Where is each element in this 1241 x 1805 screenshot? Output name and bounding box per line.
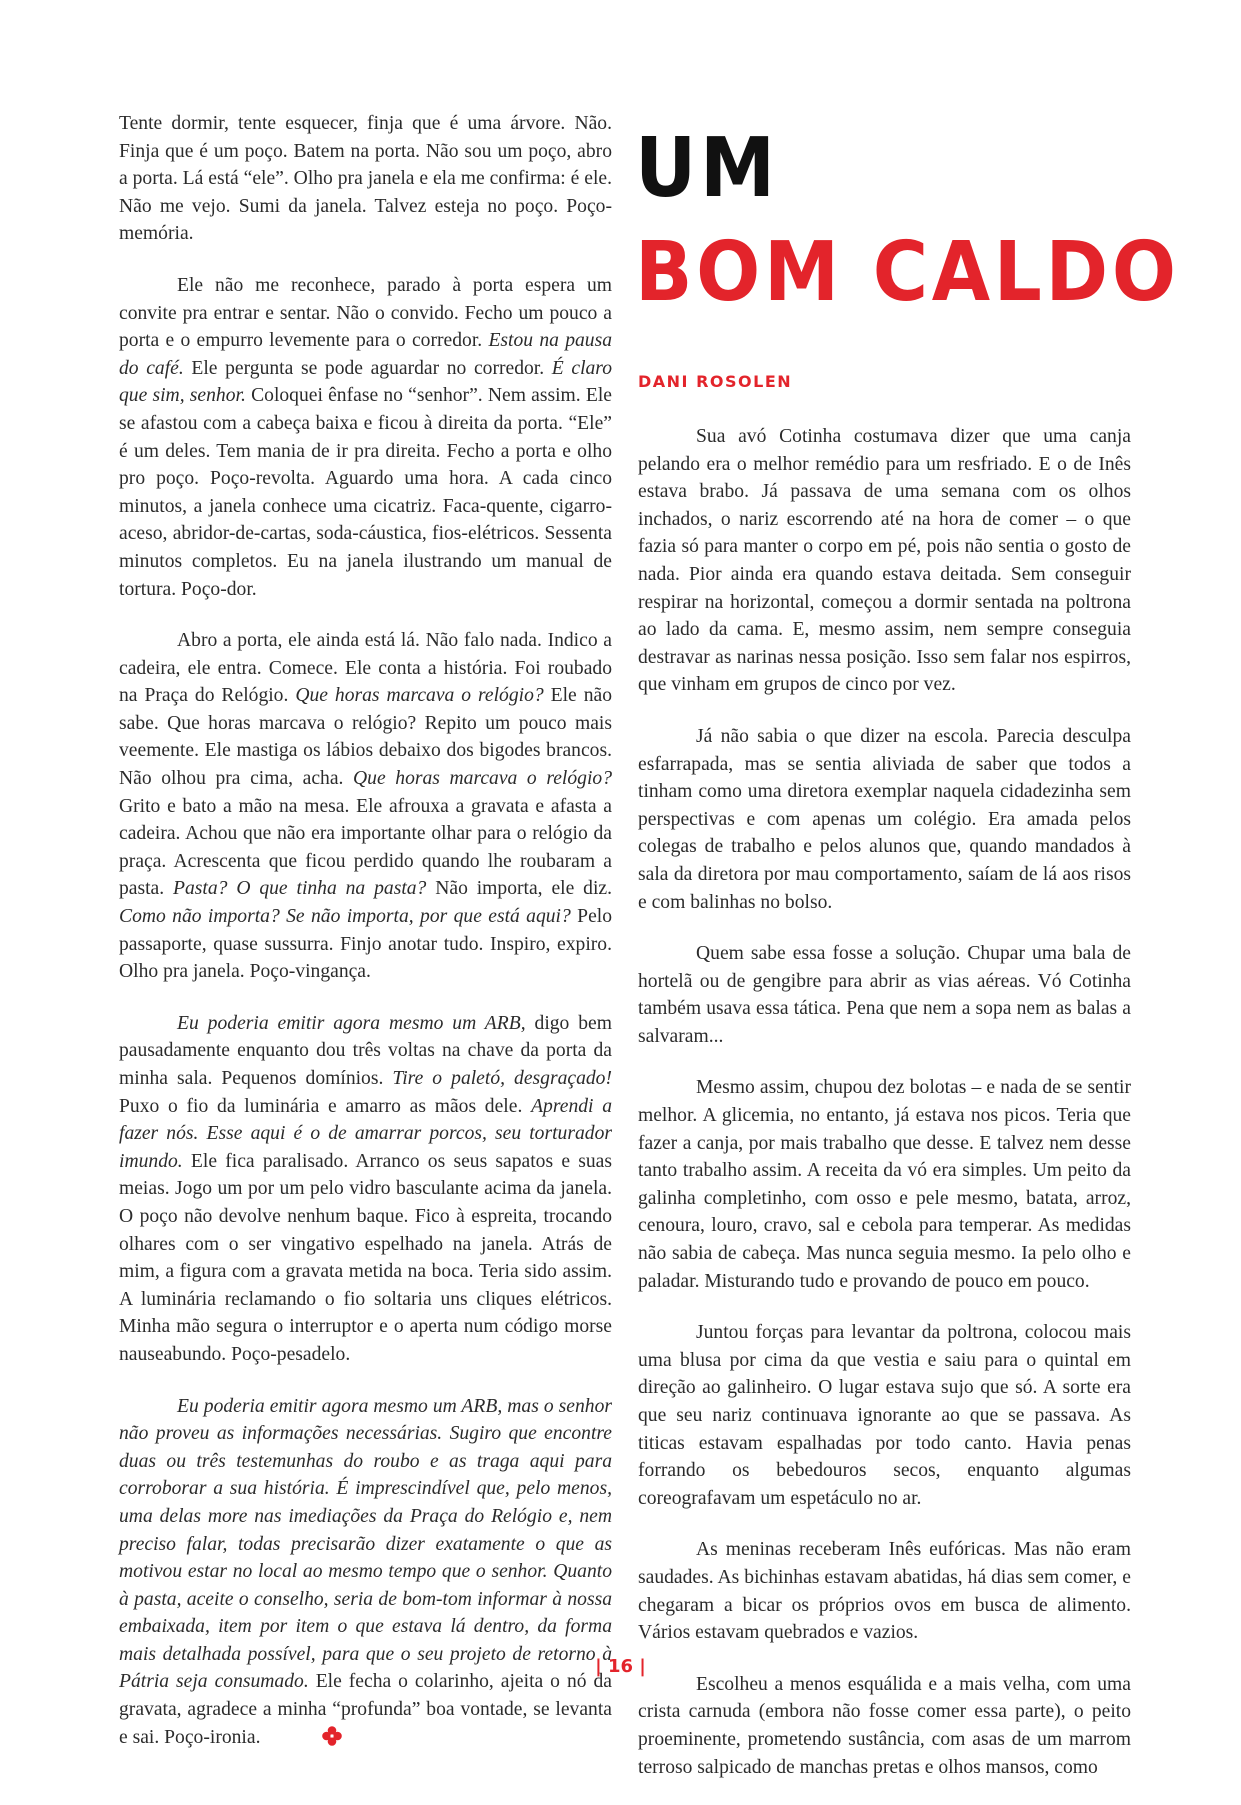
paragraph [119,1393,612,1755]
paragraph [638,1074,1131,1295]
paragraph [638,1319,1131,1512]
right-column [638,423,1131,1805]
text-segment: Escolheu a menos esquálida e a mais velha, com uma crista carnuda (embora não fosse comer essa parte), o peito proeminente, prometendo sustância, com asas de um marrom terroso salpicado de manchas pretas e olhos mansos, como [638,1673,1131,1778]
paragraph [638,940,1131,1050]
text-segment: Puxo o fio da luminária e amarro as mãos dele. [119,1095,532,1117]
italic-text: Que horas marcava o relógio? [295,685,544,707]
text-segment: Juntou forças para levantar da poltrona, colocou mais uma blusa por cima da que vestia e saiu para o quintal em direção ao galinheiro. O lugar estava sujo que só. A sorte era que seu nariz continuava ignorante ao que se passava. As titicas estavam espalhadas por todo canto. Havia penas forrando os bebedouros secos, enquanto algumas coreografavam um espetáculo no ar. [638,1322,1131,1509]
paragraph [119,110,612,248]
text-segment: Não importa, ele diz. [426,878,612,900]
paragraph [119,627,612,986]
text-segment: Quem sabe essa fosse a solução. Chupar uma bala de hortelã ou de gengibre para abrir as vias aéreas. Vó Cotinha também usava essa tática. Pena que nem a sopa nem as balas a salvaram... [638,943,1131,1047]
text-segment: digo bem pausadamente enquanto dou três voltas na chave da porta da minha sala. Pequenos domínios. [119,1012,612,1089]
paragraph [638,423,1131,699]
text-segment: Ele não me reconhece, parado à porta espera um convite pra entrar e sentar. Não o convido. Fecho um pouco a porta e o empurro levemente para o corredor. [119,274,612,352]
italic-text: É claro que sim, senhor. [119,357,613,407]
title-line-2: BOM CALDO [635,225,1180,320]
paragraph [119,1010,612,1369]
italic-text: Eu poderia emitir agora mesmo um ARB, mas o senhor não proveu as informações necessárias. Sugiro que encontre duas ou três testemunhas do roubo e as traga aqui para corroborar a sua história. É imprescindível que, pelo menos, uma delas more nas imediações da Praça do Relógio e, nem preciso falar, todas precisarão dizer exatamente o que as motivou estar no local ao mesmo tempo que o senhor. Quanto à pasta, aceite o conselho, seria de bom-tom informar à nossa embaixada, item por item o que estava lá dentro, da forma mais detalhada possível, para que o seu projeto de retorno à Pátria seja consumado. [119,1395,612,1693]
title-line-1: UM [635,121,779,216]
italic-text: Tire o paletó, desgraçado! [392,1068,612,1089]
text-segment: Grito e bato a mão na mesa. Ele afrouxa a gravata e afasta a cadeira. Achou que não era importante olhar para o relógio da praça. Acrescenta que ficou perdido quando lhe roubaram a pasta. [119,795,612,900]
flower-icon [264,1726,342,1755]
italic-text: Pasta? O que tinha na pasta? [173,878,427,900]
italic-text: Eu poderia emitir agora mesmo um ARB, [177,1012,526,1034]
paragraph [119,272,612,603]
text-segment: Mesmo assim, chupou dez bolotas – e nada de se sentir melhor. A glicemia, no entanto, já estava nos picos. Teria que fazer a canja, por mais trabalho que desse. E talvez nem desse tanto trabalho assim. A receita da vó era simples. Um peito da galinha completinho, com osso e pele mesmo, batata, arroz, cenoura, louro, cravo, sal e cebola para temperar. As medidas não sabia de cabeça. Mas nunca seguia mesmo. Ia pelo olho e paladar. Misturando tudo e provando de pouco em pouco. [638,1077,1131,1292]
text-segment: Coloquei ênfase no “senhor”. Nem assim. Ele se afastou com a cabeça baixa e ficou à direita da porta. “Ele” é um deles. Tem mania de ir pra direita. Fecho a porta e olho pro poço. Poço-revolta. Aguardo uma hora. A cada cinco minutos, a janela conhece uma cicatriz. Faca-quente, cigarro-aceso, abridor-de-cartas, soda-cáustica, fios-elétricos. Sessenta minutos completos. Eu na janela ilustrando um manual de tortura. Poço-dor. [119,385,612,600]
text-segment: Ele não sabe. Que horas marcava o relógio? Repito um pouco mais veemente. Ele mastiga os lábios debaixo dos bigodes brancos. Não olhou pra cima, acha. [119,685,612,790]
text-segment: Já não sabia o que dizer na escola. Parecia desculpa esfarrapada, mas se sentia aliviada de saber que todos a tinham como uma diretora exemplar naquela cidadezinha sem perspectivas e com apenas um colégio. Era amada pelos colegas de trabalho e pelos alunos que, quando mandados à sala da diretora por mau comportamento, saíam de lá aos risos e com balinhas no bolso. [638,725,1131,913]
text-segment: Sua avó Cotinha costumava dizer que uma canja pelando era o melhor remédio para um resfriado. E o de Inês estava brabo. Já passava de uma semana com os olhos inchados, o nariz escorrendo até na hora de comer – o que fazia só para manter o corpo em pé, pois não sentia o gosto de nada. Pior ainda era quando estava deitada. Sem conseguir respirar na horizontal, começou a dormir sentada na poltrona ao lado da cama. E, mesmo assim, nem sempre conseguia destravar as narinas nessa posição. Isso sem falar nos espirros, que vinham em grupos de cinco por vez. [638,426,1131,696]
italic-text: Que horas marcava o relógio? [353,768,612,790]
italic-text: Como não importa? Se não importa, por que está aqui? [119,906,571,928]
italic-text: Estou na pausa do café. [119,330,613,379]
text-segment: Ele fica paralisado. Arranco os seus sapatos e suas meias. Jogo um por um pelo vidro basculante acima da janela. O poço não devolve nenhum baque. Fico à espreita, trocando olhares com o ser vingativo espelhado na janela. Atrás de mim, a figura com a gravata metida na boca. Teria sido assim. A luminária reclamando o fio soltaria uns cliques elétricos. Minha mão segura o interruptor e o aperta num código morse nauseabundo. Poço-pesadelo. [119,1150,612,1365]
text-segment: Pelo passaporte, quase sussurra. Finjo anotar tudo. Inspiro, expiro. Olho pra janela. Poço-vingança. [119,906,613,983]
text-segment: As meninas receberam Inês eufóricas. Mas não eram saudades. As bichinhas estavam abatidas, há dias sem comer, e chegaram a bicar os próprios ovos em busca de alimento. Vários estavam quebrados e vazios. [638,1539,1131,1644]
text-segment: Tente dormir, tente esquecer, finja que é uma árvore. Não. Finja que é um poço. Batem na porta. Não sou um poço, abro a porta. Lá está “ele”. Olho pra janela e ela me confirma: é ele. Não me vejo. Sumi da janela. Talvez esteja no poço. Poço-memória. [119,113,612,245]
text-segment: Ele fecha o colarinho, ajeita o nó da gravata, agradece a minha “profunda” boa vontade, se levanta e sai. Poço-ironia. [119,1671,612,1748]
italic-text: Aprendi a fazer nós. Esse aqui é o de amarrar porcos, seu torturador imundo. [119,1095,612,1172]
text-segment: Abro a porta, ele ainda está lá. Não falo nada. Indico a cadeira, ele entra. Comece. Ele conta a história. Foi roubado na Praça do Relógio. [119,630,612,707]
text-segment: Ele pergunta se pode aguardar no corredor. [183,357,552,379]
author-name: DANI ROSOLEN [638,372,793,391]
paragraph [638,1536,1131,1646]
paragraph [638,1671,1131,1781]
page-number: | 16 | [595,1656,646,1677]
paragraph [638,723,1131,916]
left-column [119,110,612,1778]
